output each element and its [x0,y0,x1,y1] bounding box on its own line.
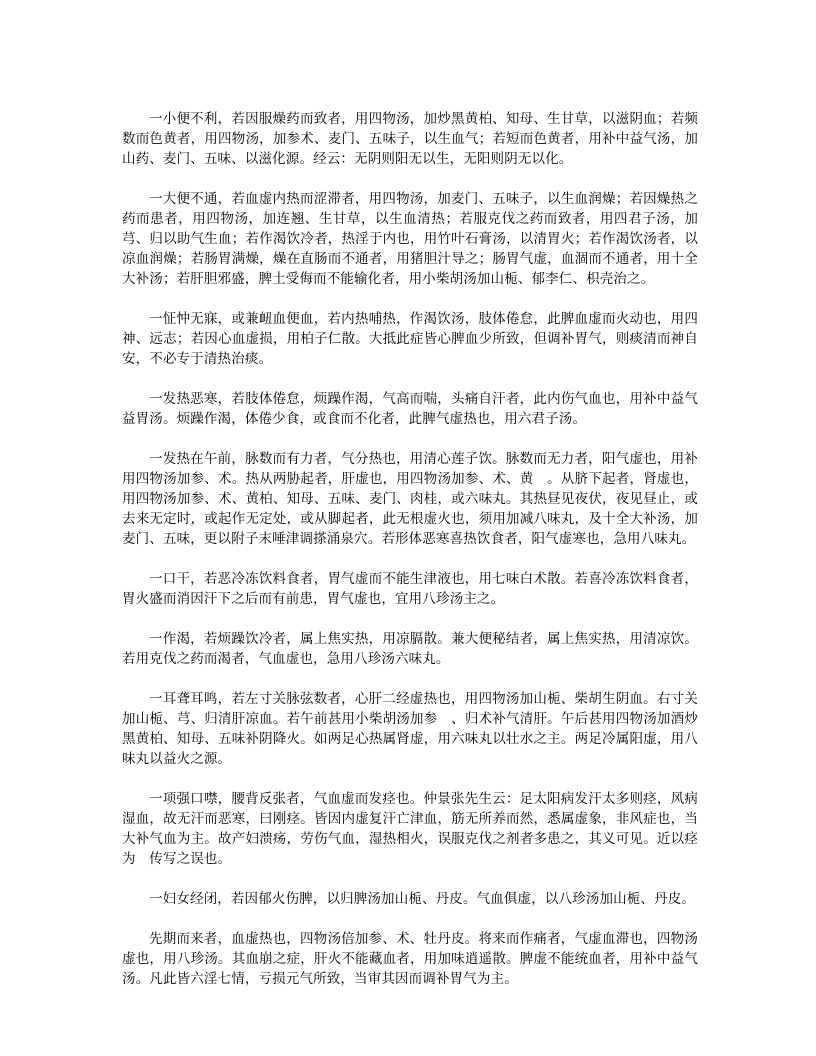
paragraph-palpitation: 一怔忡无寐，或兼衄血便血，若内热哺热，作渴饮汤，肢体倦怠，此脾血虚而火动也，用四神、远志；若因心血虚损，用柏子仁散。大抵此症皆心脾血少所致，但调补胃气，则痰清而神自安，不必专于清热治痰。 [122,311,698,367]
paragraph-constipation: 一大便不通，若血虚内热而涩滞者，用四物汤，加麦门、五味子，以生血润燥；若因燥热之药而患者，用四物汤，加连翘、生甘草，以生血清热；若服克伐之药而致者，用四君子汤，加芎、归以助气生血；若作渴饮冷者，热淫于内也，用竹叶石膏汤，以清胃火；若作渴饮汤者，以凉血润燥；若肠胃满燥，燥在直肠而不通者，用猪胆汁导之；肠胃气虚，血涸而不通者，用十全大补汤；若肝胆邪盛，脾土受侮而不能输化者，用小柴胡汤加山栀、郁李仁、枳壳治之。 [122,191,698,287]
paragraph-fever-chills: 一发热恶寒，若肢体倦怠，烦躁作渴，气高而喘，头痛自汗者，此内伤气血也，用补中益气益胃汤。烦躁作渴，体倦少食，或食而不化者，此脾气虚热也，用六君子汤。 [122,391,698,427]
paragraph-thirst: 一作渴，若烦躁饮冷者，属上焦实热，用凉膈散。兼大便秘结者，属上焦实热，用清凉饮。若用克伐之药而渴者，气血虚也，急用八珍汤六味丸。 [122,631,698,667]
paragraph-amenorrhea: 一妇女经闭，若因郁火伤脾，以归脾汤加山栀、丹皮。气血俱虚，以八珍汤加山栀、丹皮。 [149,891,695,907]
paragraph-afternoon-fever: 一发热在午前，脉数而有力者，气分热也，用清心莲子饮。脉数而无力者，阳气虚也，用补用四物汤加参、术。热从两胁起者，肝虚也，用四物汤加参、术、黄 。从脐下起者，肾虚也，用四物汤加参、术、黄柏、知母、五味、麦门、肉桂，或六味丸。其热昼见夜伏，夜见昼止，或去来无定时，或起作无定处，或从脚起者，此无根虚火也，须用加减八味丸，及十全大补汤，加麦门、五味，更以附子末唾津调搽涌泉穴。若形体恶寒喜热饮食者，阳气虚寒也，急用八味丸。 [122,451,698,547]
paragraph-neck-stiffness: 一项强口噤，腰背反张者，气血虚而发痉也。仲景张先生云：足太阳病发汗太多则痉，风病湿血，故无汗而恶寒，曰刚痉。皆因内虚复汗亡津血，筋无所养而然，悉属虚象，非风症也，当大补气血为主。故产妇溃疡，劳伤气血，湿热相火，误服克伐之剂者多患之，其义可见。近以痉为 传写之误也。 [122,791,698,867]
paragraph-urination: 一小便不利，若因服燥药而致者，用四物汤，加炒黑黄柏、知母、生甘草，以滋阴血；若频数而色黄者，用四物汤，加参术、麦门、五味子，以生血气；若短而色黄者，用补中益气汤，加山药、麦门、五味、以滋化源。经云：无阴则阳无以生，无阳则阴无以化。 [122,111,698,167]
paragraph-early-menses: 先期而来者，血虚热也，四物汤倍加参、术、牡丹皮。将来而作痛者，气虚血滞也，四物汤虚也，用八珍汤。其血崩之症，肝火不能藏血者，用加味逍遥散。脾虚不能统血者，用补中益气汤。凡此皆六淫七情，亏损元气所致，当审其因而调补胃气为主。 [122,931,698,987]
paragraph-dry-mouth: 一口干，若恶冷冻饮料食者，胃气虚而不能生津液也，用七味白术散。若喜冷冻饮料食者，胃火盛而消因汗下之后而有前患，胃气虚也，宜用八珍汤主之。 [122,571,698,607]
document-body [122,109,698,1009]
paragraph-tinnitus: 一耳聋耳鸣，若左寸关脉弦数者，心肝二经虚热也，用四物汤加山栀、柴胡生阴血。右寸关加山栀、芎、归清肝凉血。若午前甚用小柴胡汤加参 、归术补气清肝。午后甚用四物汤加酒炒黑黄柏、知母、五味补阴降火。如两足心热属肾虚，用六味丸以壮水之主。两足冷属阳虚，用八味丸以益火之源。 [122,691,698,767]
